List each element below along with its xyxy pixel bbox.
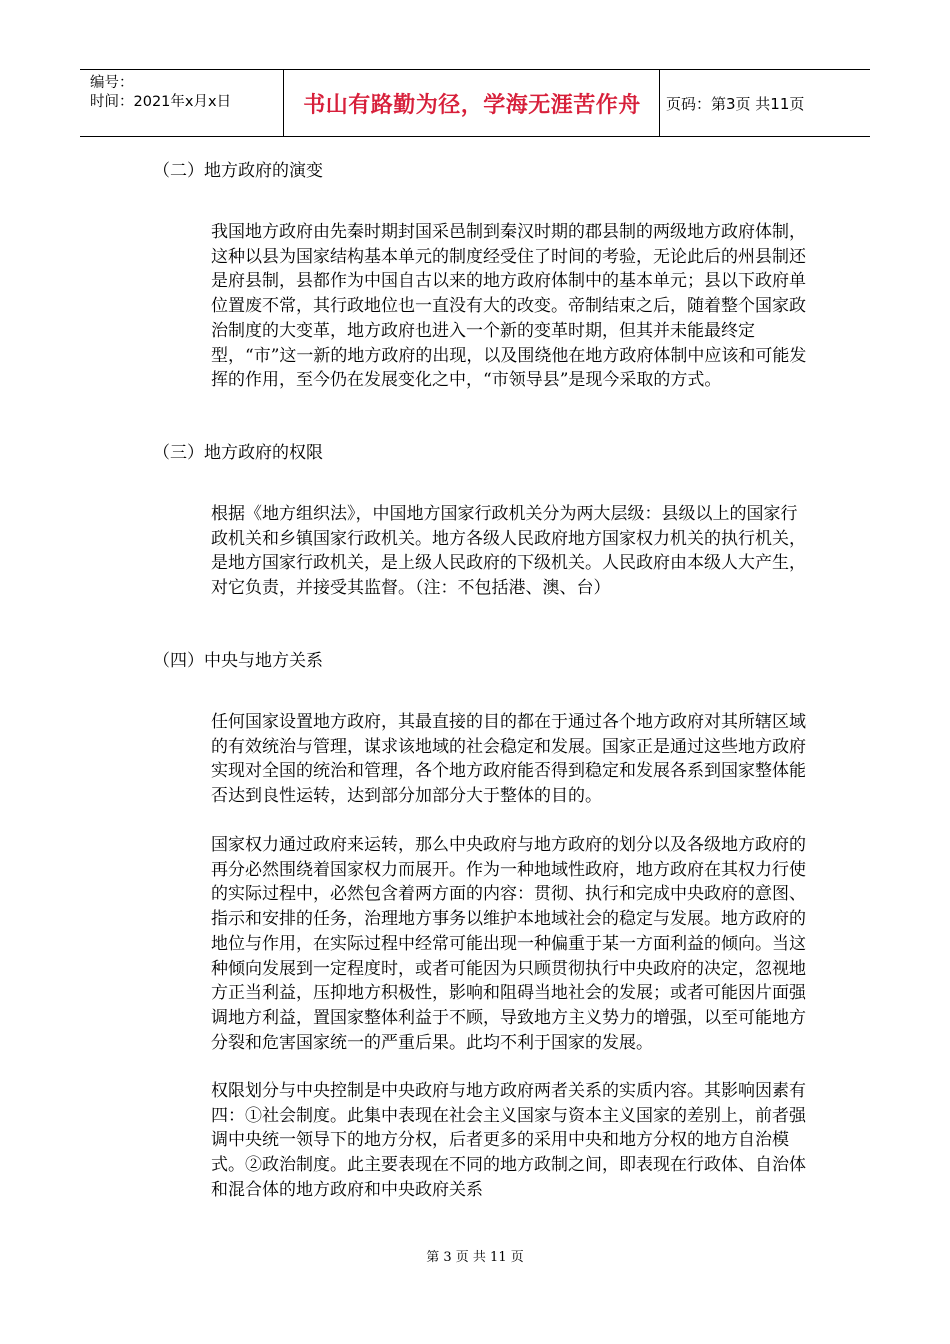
- paragraph: 任何国家设置地方政府，其最直接的目的都在于通过各个地方政府对其所辖区域的有效统治与管理，谋求该地域的社会稳定和发展。国家正是通过这些地方政府实现对全国的统治和管理，各个地方政府能否得到稳定和发展各系到国家整体能否达到良性运转，达到部分加部分大于整体的目的。: [211, 712, 806, 807]
- section-heading-evolution: （二）地方政府的演变: [153, 161, 323, 181]
- paragraph: 权限划分与中央控制是中央政府与地方政府两者关系的实质内容。其影响因素有四：①社会制度。此集中表现在社会主义国家与资本主义国家的差别上，前者强调中央统一领导下的地方分权，后者更多的采用中央和地方分权的地方自治模式。②政治制度。此主要表现在不同的地方政制之间，即表现在行政体、自治体和混合体的地方政府和中央政府关系: [211, 1081, 806, 1200]
- document-header: [80, 69, 870, 137]
- header-motto: 书山有路勤为径，学海无涯苦作舟: [303, 92, 641, 118]
- paragraph: 我国地方政府由先秦时期封国采邑制到秦汉时期的郡县制的两级地方政府体制，这种以县为国家结构基本单元的制度经受住了时间的考验，无论此后的州县制还是府县制，县都作为中国自古以来的地方政府体制中的基本单元；县以下政府单位置废不常，其行政地位也一直没有大的改变。帝制结束之后，随着整个国家政治制度的大变革，地方政府也进入一个新的变革时期，但其并未能最终定型，“市”这一新的地方政府的出现，以及围绕他在地方政府体制中应该和可能发挥的作用，至今仍在发展变化之中，“市领导县”是现今采取的方式。: [211, 222, 807, 391]
- section-heading-central-local: （四）中央与地方关系: [153, 651, 323, 671]
- time-label: 时间：2021年x月x日: [90, 94, 232, 110]
- header-meta: [90, 74, 280, 112]
- header-page-info: 页码：第3页 共11页: [666, 94, 805, 113]
- number-label: 编号：: [90, 75, 134, 91]
- header-divider: [659, 70, 660, 136]
- paragraph: 根据《地方组织法》，中国地方国家行政机关分为两大层级：县级以上的国家行政机关和乡镇国家行政机关。地方各级人民政府地方国家权力机关的执行机关，是地方国家行政机关，是上级人民政府的下级机关。人民政府由本级人大产生，对它负责，并接受其监督。（注：不包括港、澳、台）: [211, 504, 806, 599]
- section-heading-authority: （三）地方政府的权限: [153, 443, 323, 463]
- page-footer: 第 3 页 共 11 页: [426, 1250, 524, 1265]
- paragraph: 国家权力通过政府来运转，那么中央政府与地方政府的划分以及各级地方政府的再分必然围绕着国家权力而展开。作为一种地域性政府，地方政府在其权力行使的实际过程中，必然包含着两方面的内容：贯彻、执行和完成中央政府的意图、指示和安排的任务，治理地方事务以维护本地域社会的稳定与发展。地方政府的地位与作用，在实际过程中经常可能出现一种偏重于某一方面利益的倾向。当这种倾向发展到一定程度时，或者可能因为只顾贯彻执行中央政府的决定，忽视地方正当利益，压抑地方积极性，影响和阻碍当地社会的发展；或者可能因片面强调地方利益，置国家整体利益于不顾，导致地方主义势力的增强，以至可能地方分裂和危害国家统一的严重后果。此均不利于国家的发展。: [211, 835, 806, 1053]
